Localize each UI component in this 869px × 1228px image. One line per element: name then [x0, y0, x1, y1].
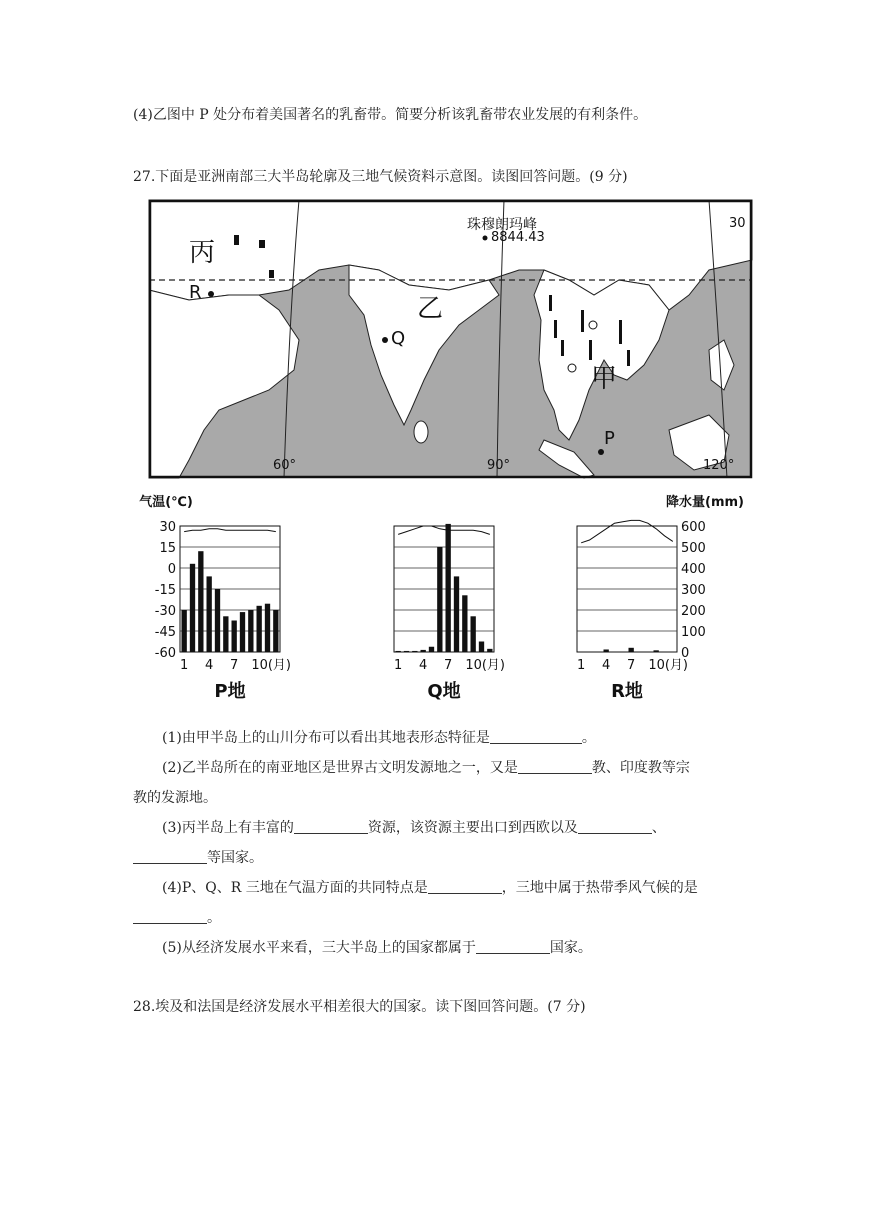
precip-bar	[629, 648, 634, 652]
question-2	[162, 757, 690, 777]
precip-bar	[446, 524, 451, 652]
everest-marker	[483, 236, 488, 241]
precip-bar	[265, 604, 270, 652]
x-tick-label: 1	[394, 658, 403, 673]
chart-title: P地	[214, 681, 246, 702]
q4-answer-blank-2[interactable]	[133, 909, 207, 924]
precip-bar	[487, 649, 492, 652]
point-Q	[382, 337, 388, 343]
precip-bar	[248, 610, 253, 652]
label-jia: 甲	[591, 364, 618, 394]
x-tick-label: 7	[230, 658, 239, 673]
q2-answer-blank[interactable]	[518, 759, 592, 774]
q3-text: (3)丙半岛上有丰富的	[162, 820, 294, 836]
temp-tick-label: -30	[154, 604, 176, 619]
temp-tick-label: -45	[154, 625, 176, 640]
q4-answer-blank-1[interactable]	[428, 879, 502, 894]
precip-bar	[479, 642, 484, 653]
precip-bar	[404, 651, 409, 652]
climate-charts	[139, 490, 750, 710]
q3-answer-blank-2[interactable]	[578, 819, 652, 834]
precip-bar	[604, 649, 609, 652]
precip-bar	[421, 650, 426, 652]
asia-south-peninsulas-map	[149, 200, 752, 478]
x-tick-label: 7	[627, 658, 636, 673]
precip-tick-label: 300	[681, 583, 706, 598]
precip-bar	[182, 610, 187, 652]
precip-bar	[232, 621, 237, 653]
q5-text: (5)从经济发展水平来看，三大半岛上的国家都属于	[162, 940, 476, 956]
q1-answer-blank[interactable]	[490, 729, 582, 744]
precip-bar	[273, 610, 278, 652]
x-tick-label: 1	[577, 658, 586, 673]
temp-tick-label: -60	[154, 646, 176, 661]
q5-text-b: 国家。	[549, 940, 592, 956]
precip-tick-label: 400	[681, 562, 706, 577]
question-4-cont	[133, 907, 221, 927]
label-P: P	[604, 428, 615, 449]
chart-title: R地	[611, 681, 643, 702]
point-R	[208, 291, 214, 297]
land-sri-lanka	[414, 421, 428, 443]
x-tick-label: 4	[602, 658, 611, 673]
precip-bar	[198, 551, 203, 652]
question-28-title: 28.埃及和法国是经济发展水平相差很大的国家。读下图回答问题。(7 分)	[133, 999, 586, 1015]
x-tick-label: 10(月)	[648, 658, 689, 673]
precip-bar	[437, 547, 442, 652]
label-bing: 丙	[189, 238, 216, 268]
x-tick-label: 10(月)	[465, 658, 506, 673]
question-4	[162, 877, 698, 897]
q4-text: (4)P、Q、R 三地在气温方面的共同特点是	[162, 880, 428, 896]
precip-tick-label: 600	[681, 520, 706, 535]
question-3	[162, 817, 666, 837]
map-svg	[149, 200, 752, 478]
precip-tick-label: 0	[681, 646, 690, 661]
question-5	[162, 937, 592, 957]
temp-tick-label: 30	[159, 520, 176, 535]
temp-tick-label: -15	[154, 583, 176, 598]
precip-bar	[257, 606, 262, 652]
q3-answer-blank-3[interactable]	[133, 849, 207, 864]
point-P	[598, 449, 604, 455]
temp-axis-title: 气温(℃)	[139, 495, 193, 510]
precip-bar	[429, 647, 434, 652]
temp-tick-label: 0	[167, 562, 176, 577]
lon-120-label: 120°	[703, 458, 735, 473]
q5-answer-blank[interactable]	[476, 939, 550, 954]
q3-text-c: 、	[651, 820, 666, 836]
x-tick-label: 7	[444, 658, 453, 673]
precip-bar	[471, 616, 476, 652]
q3-text-d: 等国家。	[207, 850, 263, 866]
question-27-title: 27.下面是亚洲南部三大半岛轮廓及三地气候资料示意图。读图回答问题。(9 分)	[133, 169, 628, 185]
precip-bar	[396, 651, 401, 652]
label-yi: 乙	[417, 294, 444, 324]
q2-text-b: 教、印度教等宗	[591, 760, 690, 776]
label-R: R	[189, 282, 202, 303]
lon-60-label: 60°	[273, 458, 297, 473]
x-tick-label: 4	[205, 658, 214, 673]
precip-bar	[412, 651, 417, 652]
x-tick-label: 10(月)	[251, 658, 292, 673]
precip-axis-title: 降水量(mm)	[666, 495, 744, 510]
q1-text: (1)由甲半岛上的山川分布可以看出其地表形态特征是	[162, 730, 490, 746]
question-1	[162, 727, 596, 747]
label-Q: Q	[391, 328, 406, 349]
precip-bar	[190, 564, 195, 652]
temp-tick-label: 15	[159, 541, 176, 556]
question-2-cont: 教的发源地。	[133, 790, 217, 806]
precip-tick-label: 500	[681, 541, 706, 556]
precip-bar	[215, 589, 220, 652]
precip-bar	[454, 576, 459, 652]
lon-90-label: 90°	[487, 458, 511, 473]
x-tick-label: 4	[419, 658, 428, 673]
precip-tick-label: 100	[681, 625, 706, 640]
question-26-part-4: (4)乙图中 P 处分布着美国著名的乳畜带。简要分析该乳畜带农业发展的有利条件。	[133, 107, 648, 123]
q1-end: 。	[581, 730, 596, 746]
chart-title: Q地	[427, 681, 461, 702]
precip-bar	[462, 595, 467, 652]
question-3-cont	[133, 847, 263, 867]
q3-text-b: 资源，该资源主要出口到西欧以及	[367, 820, 578, 836]
precip-bar	[207, 576, 212, 652]
precip-bar	[240, 612, 245, 652]
q2-text: (2)乙半岛所在的南亚地区是世界古文明发源地之一，又是	[162, 760, 518, 776]
q4-text-c: 。	[207, 910, 221, 926]
precip-bar	[223, 616, 228, 652]
peak-name-label: 珠穆朗玛峰	[467, 217, 537, 233]
precip-tick-label: 200	[681, 604, 706, 619]
x-tick-label: 1	[180, 658, 189, 673]
peak-height-label: 8844.43	[491, 230, 545, 245]
lat-30-label: 30	[729, 216, 746, 231]
precip-bar	[654, 650, 659, 652]
q3-answer-blank-1[interactable]	[294, 819, 368, 834]
q4-text-b: ，三地中属于热带季风气候的是	[501, 880, 698, 896]
